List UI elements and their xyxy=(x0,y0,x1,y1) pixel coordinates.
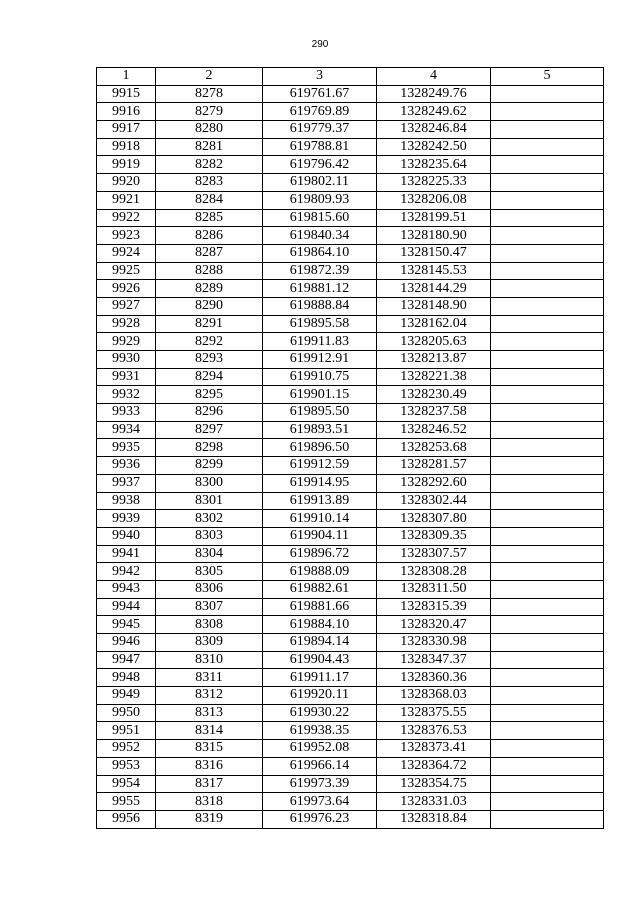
table-cell-col-3: 619882.61 xyxy=(263,580,377,598)
table-row xyxy=(97,191,604,209)
table-cell-col-2: 8291 xyxy=(156,315,263,333)
table-cell-col-2: 8287 xyxy=(156,244,263,262)
table-row xyxy=(97,138,604,156)
table-cell-col-4: 1328375.55 xyxy=(377,704,491,722)
table-cell-col-5 xyxy=(491,421,604,439)
table-cell-col-4: 1328246.84 xyxy=(377,121,491,139)
table-cell-col-4: 1328281.57 xyxy=(377,457,491,475)
table-cell-col-2: 8316 xyxy=(156,757,263,775)
table-cell-col-4: 1328206.08 xyxy=(377,191,491,209)
table-cell-col-5 xyxy=(491,280,604,298)
table-cell-col-1: 9931 xyxy=(97,368,156,386)
table-cell-col-5 xyxy=(491,616,604,634)
table-cell-col-3: 619888.09 xyxy=(263,563,377,581)
table-row xyxy=(97,209,604,227)
table-cell-col-4: 1328308.28 xyxy=(377,563,491,581)
table-row xyxy=(97,280,604,298)
table-cell-col-2: 8292 xyxy=(156,333,263,351)
column-header-1: 1 xyxy=(97,68,156,86)
table-cell-col-4: 1328320.47 xyxy=(377,616,491,634)
table-cell-col-2: 8283 xyxy=(156,174,263,192)
table-cell-col-5 xyxy=(491,262,604,280)
table-cell-col-1: 9925 xyxy=(97,262,156,280)
table-body xyxy=(97,85,604,828)
table-cell-col-3: 619973.39 xyxy=(263,775,377,793)
table-row xyxy=(97,121,604,139)
table-row xyxy=(97,262,604,280)
table-cell-col-2: 8303 xyxy=(156,527,263,545)
table-cell-col-1: 9954 xyxy=(97,775,156,793)
page-number: 290 xyxy=(311,39,329,50)
table-cell-col-5 xyxy=(491,634,604,652)
table-cell-col-5 xyxy=(491,704,604,722)
column-header-5: 5 xyxy=(491,68,604,86)
table-row xyxy=(97,527,604,545)
table-cell-col-2: 8315 xyxy=(156,740,263,758)
table-cell-col-5 xyxy=(491,527,604,545)
table-cell-col-3: 619893.51 xyxy=(263,421,377,439)
table-cell-col-1: 9922 xyxy=(97,209,156,227)
column-header-2: 2 xyxy=(156,68,263,86)
table-cell-col-5 xyxy=(491,191,604,209)
table-cell-col-2: 8278 xyxy=(156,85,263,103)
table-cell-col-5 xyxy=(491,740,604,758)
table-cell-col-1: 9955 xyxy=(97,793,156,811)
table-cell-col-4: 1328330.98 xyxy=(377,634,491,652)
table-row xyxy=(97,510,604,528)
table-cell-col-3: 619966.14 xyxy=(263,757,377,775)
table-cell-col-5 xyxy=(491,545,604,563)
table-cell-col-4: 1328225.33 xyxy=(377,174,491,192)
table-cell-col-5 xyxy=(491,85,604,103)
table-cell-col-4: 1328315.39 xyxy=(377,598,491,616)
table-cell-col-2: 8304 xyxy=(156,545,263,563)
table-cell-col-5 xyxy=(491,457,604,475)
table-row xyxy=(97,492,604,510)
table-cell-col-4: 1328302.44 xyxy=(377,492,491,510)
table-cell-col-4: 1328237.58 xyxy=(377,404,491,422)
table-row xyxy=(97,297,604,315)
table-cell-col-3: 619896.50 xyxy=(263,439,377,457)
table-cell-col-3: 619952.08 xyxy=(263,740,377,758)
table-cell-col-3: 619976.23 xyxy=(263,810,377,828)
table-cell-col-2: 8305 xyxy=(156,563,263,581)
table-cell-col-4: 1328242.50 xyxy=(377,138,491,156)
table-cell-col-3: 619840.34 xyxy=(263,227,377,245)
table-row xyxy=(97,775,604,793)
table-cell-col-2: 8285 xyxy=(156,209,263,227)
table-cell-col-2: 8300 xyxy=(156,474,263,492)
table-cell-col-1: 9947 xyxy=(97,651,156,669)
table-cell-col-4: 1328180.90 xyxy=(377,227,491,245)
table-cell-col-1: 9946 xyxy=(97,634,156,652)
table-cell-col-5 xyxy=(491,474,604,492)
table-cell-col-4: 1328144.29 xyxy=(377,280,491,298)
table-cell-col-5 xyxy=(491,810,604,828)
table-cell-col-1: 9941 xyxy=(97,545,156,563)
table-row xyxy=(97,421,604,439)
table-cell-col-3: 619802.11 xyxy=(263,174,377,192)
table-cell-col-3: 619896.72 xyxy=(263,545,377,563)
table-cell-col-4: 1328249.76 xyxy=(377,85,491,103)
table-row xyxy=(97,598,604,616)
coordinates-table xyxy=(96,67,604,829)
table-cell-col-5 xyxy=(491,209,604,227)
table-cell-col-3: 619913.89 xyxy=(263,492,377,510)
table-cell-col-1: 9924 xyxy=(97,244,156,262)
table-row xyxy=(97,103,604,121)
table-cell-col-2: 8288 xyxy=(156,262,263,280)
table-cell-col-3: 619920.11 xyxy=(263,687,377,705)
table-cell-col-4: 1328376.53 xyxy=(377,722,491,740)
table-cell-col-2: 8318 xyxy=(156,793,263,811)
table-cell-col-5 xyxy=(491,156,604,174)
table-cell-col-1: 9934 xyxy=(97,421,156,439)
table-row xyxy=(97,722,604,740)
table-cell-col-1: 9935 xyxy=(97,439,156,457)
table-row xyxy=(97,244,604,262)
table-cell-col-4: 1328364.72 xyxy=(377,757,491,775)
table-cell-col-4: 1328331.03 xyxy=(377,793,491,811)
table-cell-col-2: 8306 xyxy=(156,580,263,598)
table-row xyxy=(97,457,604,475)
table-cell-col-2: 8286 xyxy=(156,227,263,245)
table-cell-col-3: 619973.64 xyxy=(263,793,377,811)
table-row xyxy=(97,616,604,634)
table-row xyxy=(97,634,604,652)
table-cell-col-5 xyxy=(491,775,604,793)
table-cell-col-5 xyxy=(491,227,604,245)
table-row xyxy=(97,740,604,758)
table-cell-col-5 xyxy=(491,244,604,262)
table-cell-col-4: 1328150.47 xyxy=(377,244,491,262)
table-cell-col-5 xyxy=(491,138,604,156)
table-cell-col-4: 1328360.36 xyxy=(377,669,491,687)
table-cell-col-3: 619938.35 xyxy=(263,722,377,740)
table-cell-col-5 xyxy=(491,563,604,581)
table-cell-col-3: 619910.14 xyxy=(263,510,377,528)
table-cell-col-2: 8290 xyxy=(156,297,263,315)
table-cell-col-5 xyxy=(491,368,604,386)
table-cell-col-2: 8284 xyxy=(156,191,263,209)
table-cell-col-2: 8281 xyxy=(156,138,263,156)
table-cell-col-3: 619881.66 xyxy=(263,598,377,616)
table-cell-col-4: 1328145.53 xyxy=(377,262,491,280)
table-row xyxy=(97,563,604,581)
table-cell-col-4: 1328309.35 xyxy=(377,527,491,545)
table-cell-col-3: 619884.10 xyxy=(263,616,377,634)
table-cell-col-3: 619912.59 xyxy=(263,457,377,475)
table-row xyxy=(97,704,604,722)
table-cell-col-5 xyxy=(491,492,604,510)
table-cell-col-4: 1328213.87 xyxy=(377,351,491,369)
table-cell-col-1: 9944 xyxy=(97,598,156,616)
table-cell-col-5 xyxy=(491,757,604,775)
table-cell-col-4: 1328249.62 xyxy=(377,103,491,121)
table-cell-col-2: 8314 xyxy=(156,722,263,740)
table-cell-col-4: 1328253.68 xyxy=(377,439,491,457)
table-cell-col-3: 619904.43 xyxy=(263,651,377,669)
table-cell-col-5 xyxy=(491,351,604,369)
table-row xyxy=(97,810,604,828)
table-row xyxy=(97,687,604,705)
table-cell-col-5 xyxy=(491,651,604,669)
table-cell-col-2: 8310 xyxy=(156,651,263,669)
table-cell-col-1: 9920 xyxy=(97,174,156,192)
table-cell-col-4: 1328246.52 xyxy=(377,421,491,439)
table-cell-col-1: 9949 xyxy=(97,687,156,705)
table-cell-col-2: 8297 xyxy=(156,421,263,439)
table-cell-col-5 xyxy=(491,580,604,598)
table-row xyxy=(97,85,604,103)
table-cell-col-3: 619930.22 xyxy=(263,704,377,722)
table-cell-col-3: 619769.89 xyxy=(263,103,377,121)
table-cell-col-4: 1328347.37 xyxy=(377,651,491,669)
table-cell-col-5 xyxy=(491,174,604,192)
table-cell-col-5 xyxy=(491,404,604,422)
table-row xyxy=(97,227,604,245)
column-header-4: 4 xyxy=(377,68,491,86)
table-cell-col-3: 619901.15 xyxy=(263,386,377,404)
table-cell-col-4: 1328205.63 xyxy=(377,333,491,351)
table-cell-col-3: 619895.50 xyxy=(263,404,377,422)
table-cell-col-1: 9939 xyxy=(97,510,156,528)
table-row xyxy=(97,439,604,457)
table-cell-col-1: 9937 xyxy=(97,474,156,492)
table-cell-col-1: 9928 xyxy=(97,315,156,333)
table-row xyxy=(97,333,604,351)
table-cell-col-3: 619914.95 xyxy=(263,474,377,492)
table-cell-col-3: 619796.42 xyxy=(263,156,377,174)
table-cell-col-3: 619888.84 xyxy=(263,297,377,315)
table-cell-col-2: 8298 xyxy=(156,439,263,457)
table-row xyxy=(97,351,604,369)
table-cell-col-1: 9950 xyxy=(97,704,156,722)
table-cell-col-3: 619894.14 xyxy=(263,634,377,652)
table-cell-col-3: 619881.12 xyxy=(263,280,377,298)
table-cell-col-5 xyxy=(491,598,604,616)
table-cell-col-1: 9929 xyxy=(97,333,156,351)
table-cell-col-3: 619911.83 xyxy=(263,333,377,351)
table-cell-col-4: 1328230.49 xyxy=(377,386,491,404)
table-cell-col-1: 9945 xyxy=(97,616,156,634)
table-cell-col-1: 9943 xyxy=(97,580,156,598)
table-row xyxy=(97,669,604,687)
table-cell-col-2: 8293 xyxy=(156,351,263,369)
table-cell-col-2: 8279 xyxy=(156,103,263,121)
table-row xyxy=(97,651,604,669)
table-cell-col-1: 9956 xyxy=(97,810,156,828)
table-row xyxy=(97,757,604,775)
table-cell-col-2: 8302 xyxy=(156,510,263,528)
table-cell-col-2: 8312 xyxy=(156,687,263,705)
table-cell-col-1: 9933 xyxy=(97,404,156,422)
table-cell-col-1: 9915 xyxy=(97,85,156,103)
table-cell-col-5 xyxy=(491,103,604,121)
table-cell-col-4: 1328368.03 xyxy=(377,687,491,705)
table-cell-col-2: 8295 xyxy=(156,386,263,404)
table-cell-col-5 xyxy=(491,297,604,315)
table-cell-col-4: 1328307.80 xyxy=(377,510,491,528)
table-cell-col-4: 1328311.50 xyxy=(377,580,491,598)
table-cell-col-5 xyxy=(491,722,604,740)
table-cell-col-1: 9940 xyxy=(97,527,156,545)
table-cell-col-3: 619864.10 xyxy=(263,244,377,262)
table-cell-col-1: 9916 xyxy=(97,103,156,121)
table-cell-col-5 xyxy=(491,315,604,333)
table-cell-col-4: 1328307.57 xyxy=(377,545,491,563)
table-cell-col-1: 9930 xyxy=(97,351,156,369)
table-cell-col-3: 619911.17 xyxy=(263,669,377,687)
table-cell-col-1: 9923 xyxy=(97,227,156,245)
table-cell-col-3: 619904.11 xyxy=(263,527,377,545)
table-cell-col-2: 8319 xyxy=(156,810,263,828)
table-cell-col-1: 9952 xyxy=(97,740,156,758)
table-cell-col-1: 9918 xyxy=(97,138,156,156)
table-cell-col-3: 619761.67 xyxy=(263,85,377,103)
table-cell-col-5 xyxy=(491,687,604,705)
table-cell-col-3: 619910.75 xyxy=(263,368,377,386)
table-cell-col-4: 1328292.60 xyxy=(377,474,491,492)
table-cell-col-1: 9927 xyxy=(97,297,156,315)
table-row xyxy=(97,404,604,422)
table-row xyxy=(97,580,604,598)
table-cell-col-4: 1328162.04 xyxy=(377,315,491,333)
table-cell-col-4: 1328221.38 xyxy=(377,368,491,386)
table-row xyxy=(97,315,604,333)
table-row xyxy=(97,156,604,174)
table-cell-col-1: 9942 xyxy=(97,563,156,581)
table-cell-col-5 xyxy=(491,793,604,811)
table-cell-col-2: 8296 xyxy=(156,404,263,422)
table-cell-col-1: 9932 xyxy=(97,386,156,404)
table-cell-col-4: 1328354.75 xyxy=(377,775,491,793)
table-cell-col-5 xyxy=(491,121,604,139)
table-cell-col-1: 9948 xyxy=(97,669,156,687)
table-cell-col-4: 1328235.64 xyxy=(377,156,491,174)
table-cell-col-1: 9951 xyxy=(97,722,156,740)
table-cell-col-2: 8282 xyxy=(156,156,263,174)
table-cell-col-1: 9917 xyxy=(97,121,156,139)
table-cell-col-5 xyxy=(491,510,604,528)
column-header-3: 3 xyxy=(263,68,377,86)
table-cell-col-1: 9953 xyxy=(97,757,156,775)
table-cell-col-4: 1328318.84 xyxy=(377,810,491,828)
table-cell-col-2: 8311 xyxy=(156,669,263,687)
table-cell-col-2: 8294 xyxy=(156,368,263,386)
table-cell-col-3: 619788.81 xyxy=(263,138,377,156)
table-cell-col-5 xyxy=(491,439,604,457)
table-cell-col-4: 1328373.41 xyxy=(377,740,491,758)
table-cell-col-1: 9919 xyxy=(97,156,156,174)
table-row xyxy=(97,174,604,192)
table-cell-col-5 xyxy=(491,333,604,351)
table-cell-col-2: 8301 xyxy=(156,492,263,510)
table-cell-col-2: 8299 xyxy=(156,457,263,475)
table-cell-col-1: 9921 xyxy=(97,191,156,209)
table-cell-col-3: 619809.93 xyxy=(263,191,377,209)
table-cell-col-2: 8307 xyxy=(156,598,263,616)
table-cell-col-4: 1328199.51 xyxy=(377,209,491,227)
table-cell-col-5 xyxy=(491,669,604,687)
table-cell-col-5 xyxy=(491,386,604,404)
table-cell-col-2: 8280 xyxy=(156,121,263,139)
table-row xyxy=(97,386,604,404)
table-cell-col-2: 8309 xyxy=(156,634,263,652)
table-cell-col-2: 8308 xyxy=(156,616,263,634)
table-cell-col-3: 619779.37 xyxy=(263,121,377,139)
table-cell-col-1: 9936 xyxy=(97,457,156,475)
table-cell-col-4: 1328148.90 xyxy=(377,297,491,315)
table-row xyxy=(97,793,604,811)
table-cell-col-3: 619912.91 xyxy=(263,351,377,369)
table-cell-col-3: 619815.60 xyxy=(263,209,377,227)
table-cell-col-2: 8317 xyxy=(156,775,263,793)
table-cell-col-2: 8289 xyxy=(156,280,263,298)
table-row xyxy=(97,474,604,492)
table-cell-col-1: 9926 xyxy=(97,280,156,298)
table-cell-col-2: 8313 xyxy=(156,704,263,722)
table-row xyxy=(97,368,604,386)
table-cell-col-3: 619872.39 xyxy=(263,262,377,280)
table-row xyxy=(97,545,604,563)
table-cell-col-1: 9938 xyxy=(97,492,156,510)
table-cell-col-3: 619895.58 xyxy=(263,315,377,333)
table-header-row xyxy=(97,68,604,86)
